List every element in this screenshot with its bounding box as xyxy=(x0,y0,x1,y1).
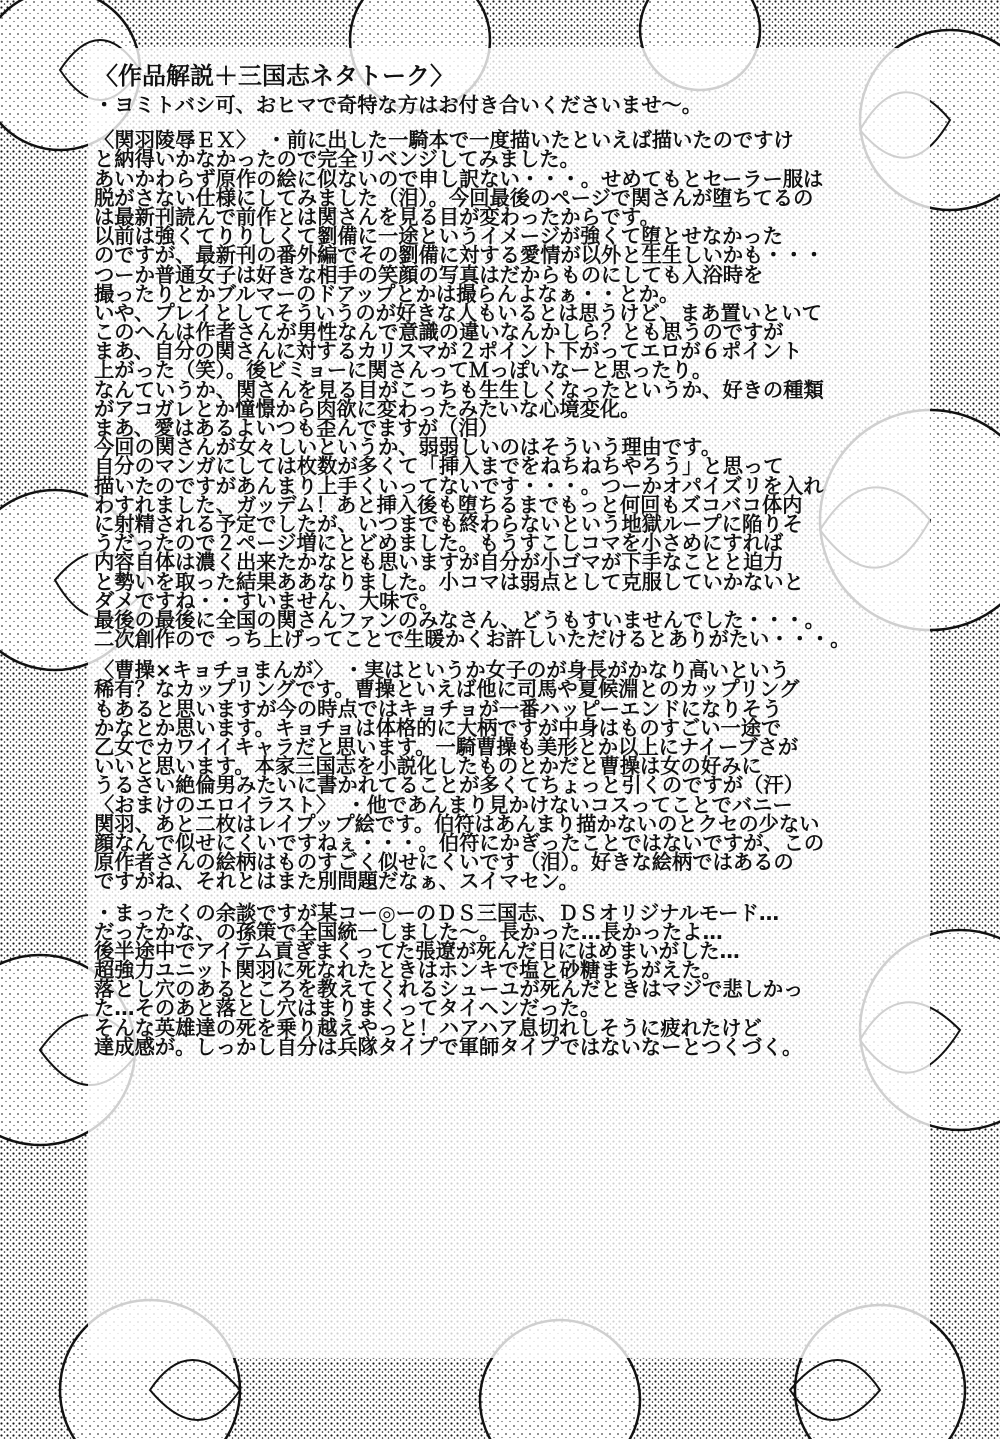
commentary-text xyxy=(94,56,926,1057)
text-line: 二次創作ので っち上げってことで生暖かくお許しいただけるとありがたい・・・。 xyxy=(94,627,851,652)
text-line: と勢いを取った結果ああなりました。小コマは弱点として克服していかないと xyxy=(94,569,804,594)
text-line: のですが、最新刊の番外編でその劉備に対する愛情が以外と生生しいかも・・・ xyxy=(94,243,825,268)
text-line: 上がった（笑）。後ビミョーに関さんってＭっぽいなーと思ったり。 xyxy=(94,358,713,383)
text-line: ・まったくの余談ですが某コー◎ーのＤＳ三国志、ＤＳオリジナルモード… xyxy=(94,900,780,925)
text-line: つーか普通女子は好きな相手の笑顔の写真はだからものにしても入浴時を xyxy=(94,262,764,287)
section-kan-u xyxy=(94,128,926,652)
text-line: 〈曹操×キョチョまんが〉 ・実はというか女子のが身長がかなり高いという xyxy=(94,658,790,683)
page-title: 〈作品解説＋三国志ネタトーク〉 xyxy=(94,62,454,90)
section-omake xyxy=(94,792,926,894)
text-line: は最新刊読んで前作とは関さんを見る目が変わったからです。 xyxy=(94,204,660,229)
text-line: うるさい絶倫男みたいに書かれてることが多くてちょっと引くのですが（汗） xyxy=(94,773,804,798)
text-line: 描いたのですがあんまり上手くいってないです・・・。つーかオパイズリを入れ xyxy=(94,473,824,498)
text-line: 内容自体は濃く出来たかなとも思いますが自分が小ゴマが下手なことと迫力 xyxy=(94,550,784,575)
text-line: わすれました、ガッデム！あと挿入後も堕ちるまでもっと何回もズコバコ体内 xyxy=(94,492,803,517)
text-line: 落とし穴のあるところを教えてくれるシューユが死んだときはマジで悲しかっ xyxy=(94,977,804,1002)
text-line: まあ、愛はあるよいつも歪んでますが（泪） xyxy=(94,416,499,440)
text-line: がアコガレとか憧憬から肉欲に変わったみたいな心境変化。 xyxy=(94,396,641,421)
text-line: 関羽、あと二枚はレイプップ絵です。伯符はあんまり描かないのとクセの少ない xyxy=(94,811,820,836)
text-line: だったかな、の孫策で全国統一しました～。長かった…長かったよ… xyxy=(94,919,723,944)
text-line: かなとか思います。キョチョは体格的に大柄ですが中身はものすごい一途で xyxy=(94,715,782,740)
text-line: そんな英雄達の死を乗り越えやっと！ハアハア息切れしそうに疲れたけど xyxy=(94,1015,762,1040)
text-line: 後半途中でアイテム貢ぎまくってた張遼が死んだ日にはめまいがした… xyxy=(94,938,740,963)
text-line: 超強力ユニット関羽に死なれたときはホンキで塩と砂糖まちがえた。 xyxy=(94,958,722,983)
text-line: ですがね、それとはまた別問題だなぁ、スイマセン。 xyxy=(94,869,579,894)
text-line: た…そのあと落とし穴はまりまくってタイヘンだった。 xyxy=(94,996,601,1021)
text-line: ダメですね・・すいません、大味で。 xyxy=(94,588,440,613)
text-line: なんていうか、関さんを見る目がこっちも生生しくなったというか、好きの種類 xyxy=(94,377,824,402)
text-line: いや、プレイとしてそういうのが好きな人もいるとは思うけど、まあ置いといて xyxy=(94,300,822,325)
text-line: 達成感が。しっかし自分は兵隊タイプで軍師タイプではないなーとつくづく。 xyxy=(94,1034,803,1059)
text-line: このへんは作者さんが男性なんで意識の違いなんかしら？とも思うのですが xyxy=(94,320,784,345)
section-ds-sangokushi xyxy=(94,900,926,1059)
text-line: に射精される予定でしたが、いつまでも終わらないという地獄ループに陥りそ xyxy=(94,511,803,536)
text-line: と納得いかなかったので完全リベンジしてみました。 xyxy=(94,147,580,172)
text-line: まあ、自分の関さんに対するカリスマが２ポイント下がってエロが６ポイント xyxy=(94,339,803,364)
text-line: 稀有？なカップリングです。曹操といえば他に司馬や夏候淵とのカップリング xyxy=(94,677,800,702)
text-line: 最後の最後に全国の関さんファンのみなさん、どうもすいませんでした・・・。 xyxy=(94,607,825,632)
text-line: 自分のマンガにしては枚数が多くて「挿入までをねちねちやろう」と思って xyxy=(94,454,784,479)
text-line: 原作者さんの絵柄はものすごく似せにくいです（泪）。好きな絵柄ではあるの xyxy=(94,850,794,875)
text-line: 顔なんで似せにくいですねぇ・・・。伯符にかぎったことではないですが、この xyxy=(94,830,825,855)
text-line: あいかわらず原作の絵に似ないので申し訳ない・・・。せめてもとセーラー服は xyxy=(94,166,824,191)
text-line: 〈おまけのエロイラスト〉 ・他であんまり見かけないコスってことでバニー xyxy=(94,792,793,817)
text-line: 乙女でカワイイキャラだと思います。一騎曹操も美形とか以上にナイーブさが xyxy=(94,735,799,759)
text-line: 今回の関さんが女々しいというか、弱弱しいのはそういう理由です。 xyxy=(94,435,722,460)
text-line: もあると思いますが今の時点ではキョチョが一番ハッピーエンドになりそう xyxy=(94,696,783,721)
text-line: 以前は強くてりりしくて劉備に一途というイメージが強くて堕とせなかった xyxy=(94,224,783,249)
text-line: 脱がさない仕様にしてみました（泪）。今回最後のページで関さんが堕ちてるの xyxy=(94,185,814,210)
section-sousou xyxy=(94,658,926,798)
text-line: うだったので２ページ増にとどめました。もうすこしコマを小さめにすれば xyxy=(94,531,784,556)
text-line: いいと思います。本家三国志を小説化したものとかだと曹操は女の好みに xyxy=(94,754,762,779)
text-line: 〈関羽陵辱ＥＸ〉 ・前に出した一騎本で一度描いたといえば描いたのですけ xyxy=(94,128,794,153)
intro-line: ・ヨミトバシ可、おヒマで奇特な方はお付き合いくださいませ～。 xyxy=(94,93,703,117)
text-line: 撮ったりとかブルマーのドアップとかは撮らんよなぁ・・とか。 xyxy=(94,281,680,306)
